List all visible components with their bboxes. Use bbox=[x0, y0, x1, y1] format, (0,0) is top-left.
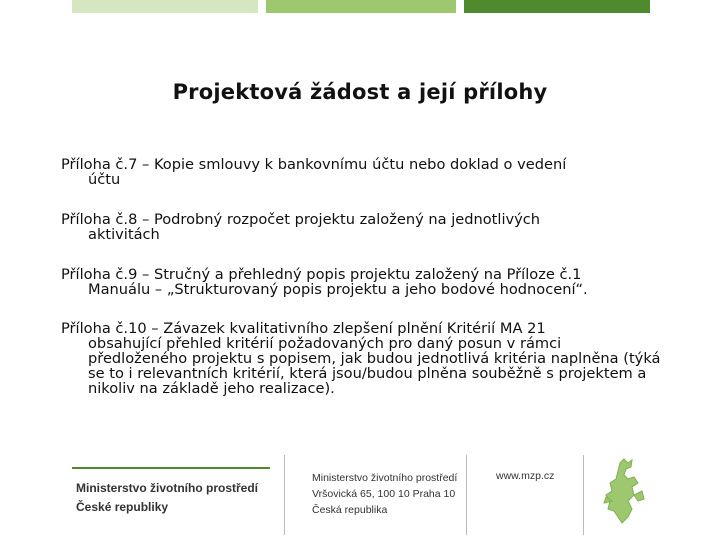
footer bbox=[0, 455, 720, 540]
item-lead: Příloha č.10 bbox=[61, 320, 147, 337]
footer-address: Ministerstvo životního prostředí Vršovická 65, 100 10 Praha 10 Česká republika bbox=[312, 472, 458, 516]
item-lead: Příloha č.7 bbox=[61, 156, 138, 173]
footer-divider bbox=[284, 455, 285, 535]
item-continuation: Manuálu – „Strukturovaný popis projektu a jeho bodové hodnocení“. bbox=[88, 281, 588, 298]
item-lead: Příloha č.9 bbox=[61, 266, 138, 283]
item-text: – Závazek kvalitativního zlepšení plnění Kritérií MA 21 bbox=[146, 320, 546, 337]
header-bar-light bbox=[72, 0, 258, 13]
header-bar-dark bbox=[464, 0, 650, 13]
footer-divider bbox=[466, 455, 467, 535]
lion-emblem-icon bbox=[598, 457, 648, 527]
ministry-logo-text: Ministerstvo životního prostředí České republiky bbox=[76, 481, 259, 514]
item-continuation: účtu bbox=[88, 171, 121, 188]
item-text: – Stručný a přehledný popis projektu založený na Příloze č.1 bbox=[137, 266, 582, 283]
item-text: – Podrobný rozpočet projektu založený na jednotlivých bbox=[137, 211, 541, 228]
list-item bbox=[61, 212, 540, 242]
header-bar-mid bbox=[266, 0, 456, 13]
slide-title: Projektová žádost a její přílohy bbox=[172, 80, 548, 104]
list-item bbox=[61, 321, 661, 396]
list-item bbox=[61, 267, 588, 297]
item-continuation: aktivitách bbox=[88, 226, 160, 243]
item-lead: Příloha č.8 bbox=[61, 211, 138, 228]
footer-divider bbox=[583, 455, 584, 535]
website-link[interactable]: www.mzp.cz bbox=[496, 470, 555, 482]
list-item bbox=[61, 157, 566, 187]
footer-accent-line bbox=[72, 467, 270, 469]
item-continuation: obsahující přehled kritérií požadovaných pro daný posun v rámci předloženého projektu s popisem, jak budou jednotlivá kritéria naplněna (týká se to i relevantních kritérií, která jsou/budou plněna souběžně s projektem a nikoliv na základě jeho realizace). bbox=[88, 335, 661, 397]
item-text: – Kopie smlouvy k bankovnímu účtu nebo doklad o vedení bbox=[137, 156, 567, 173]
